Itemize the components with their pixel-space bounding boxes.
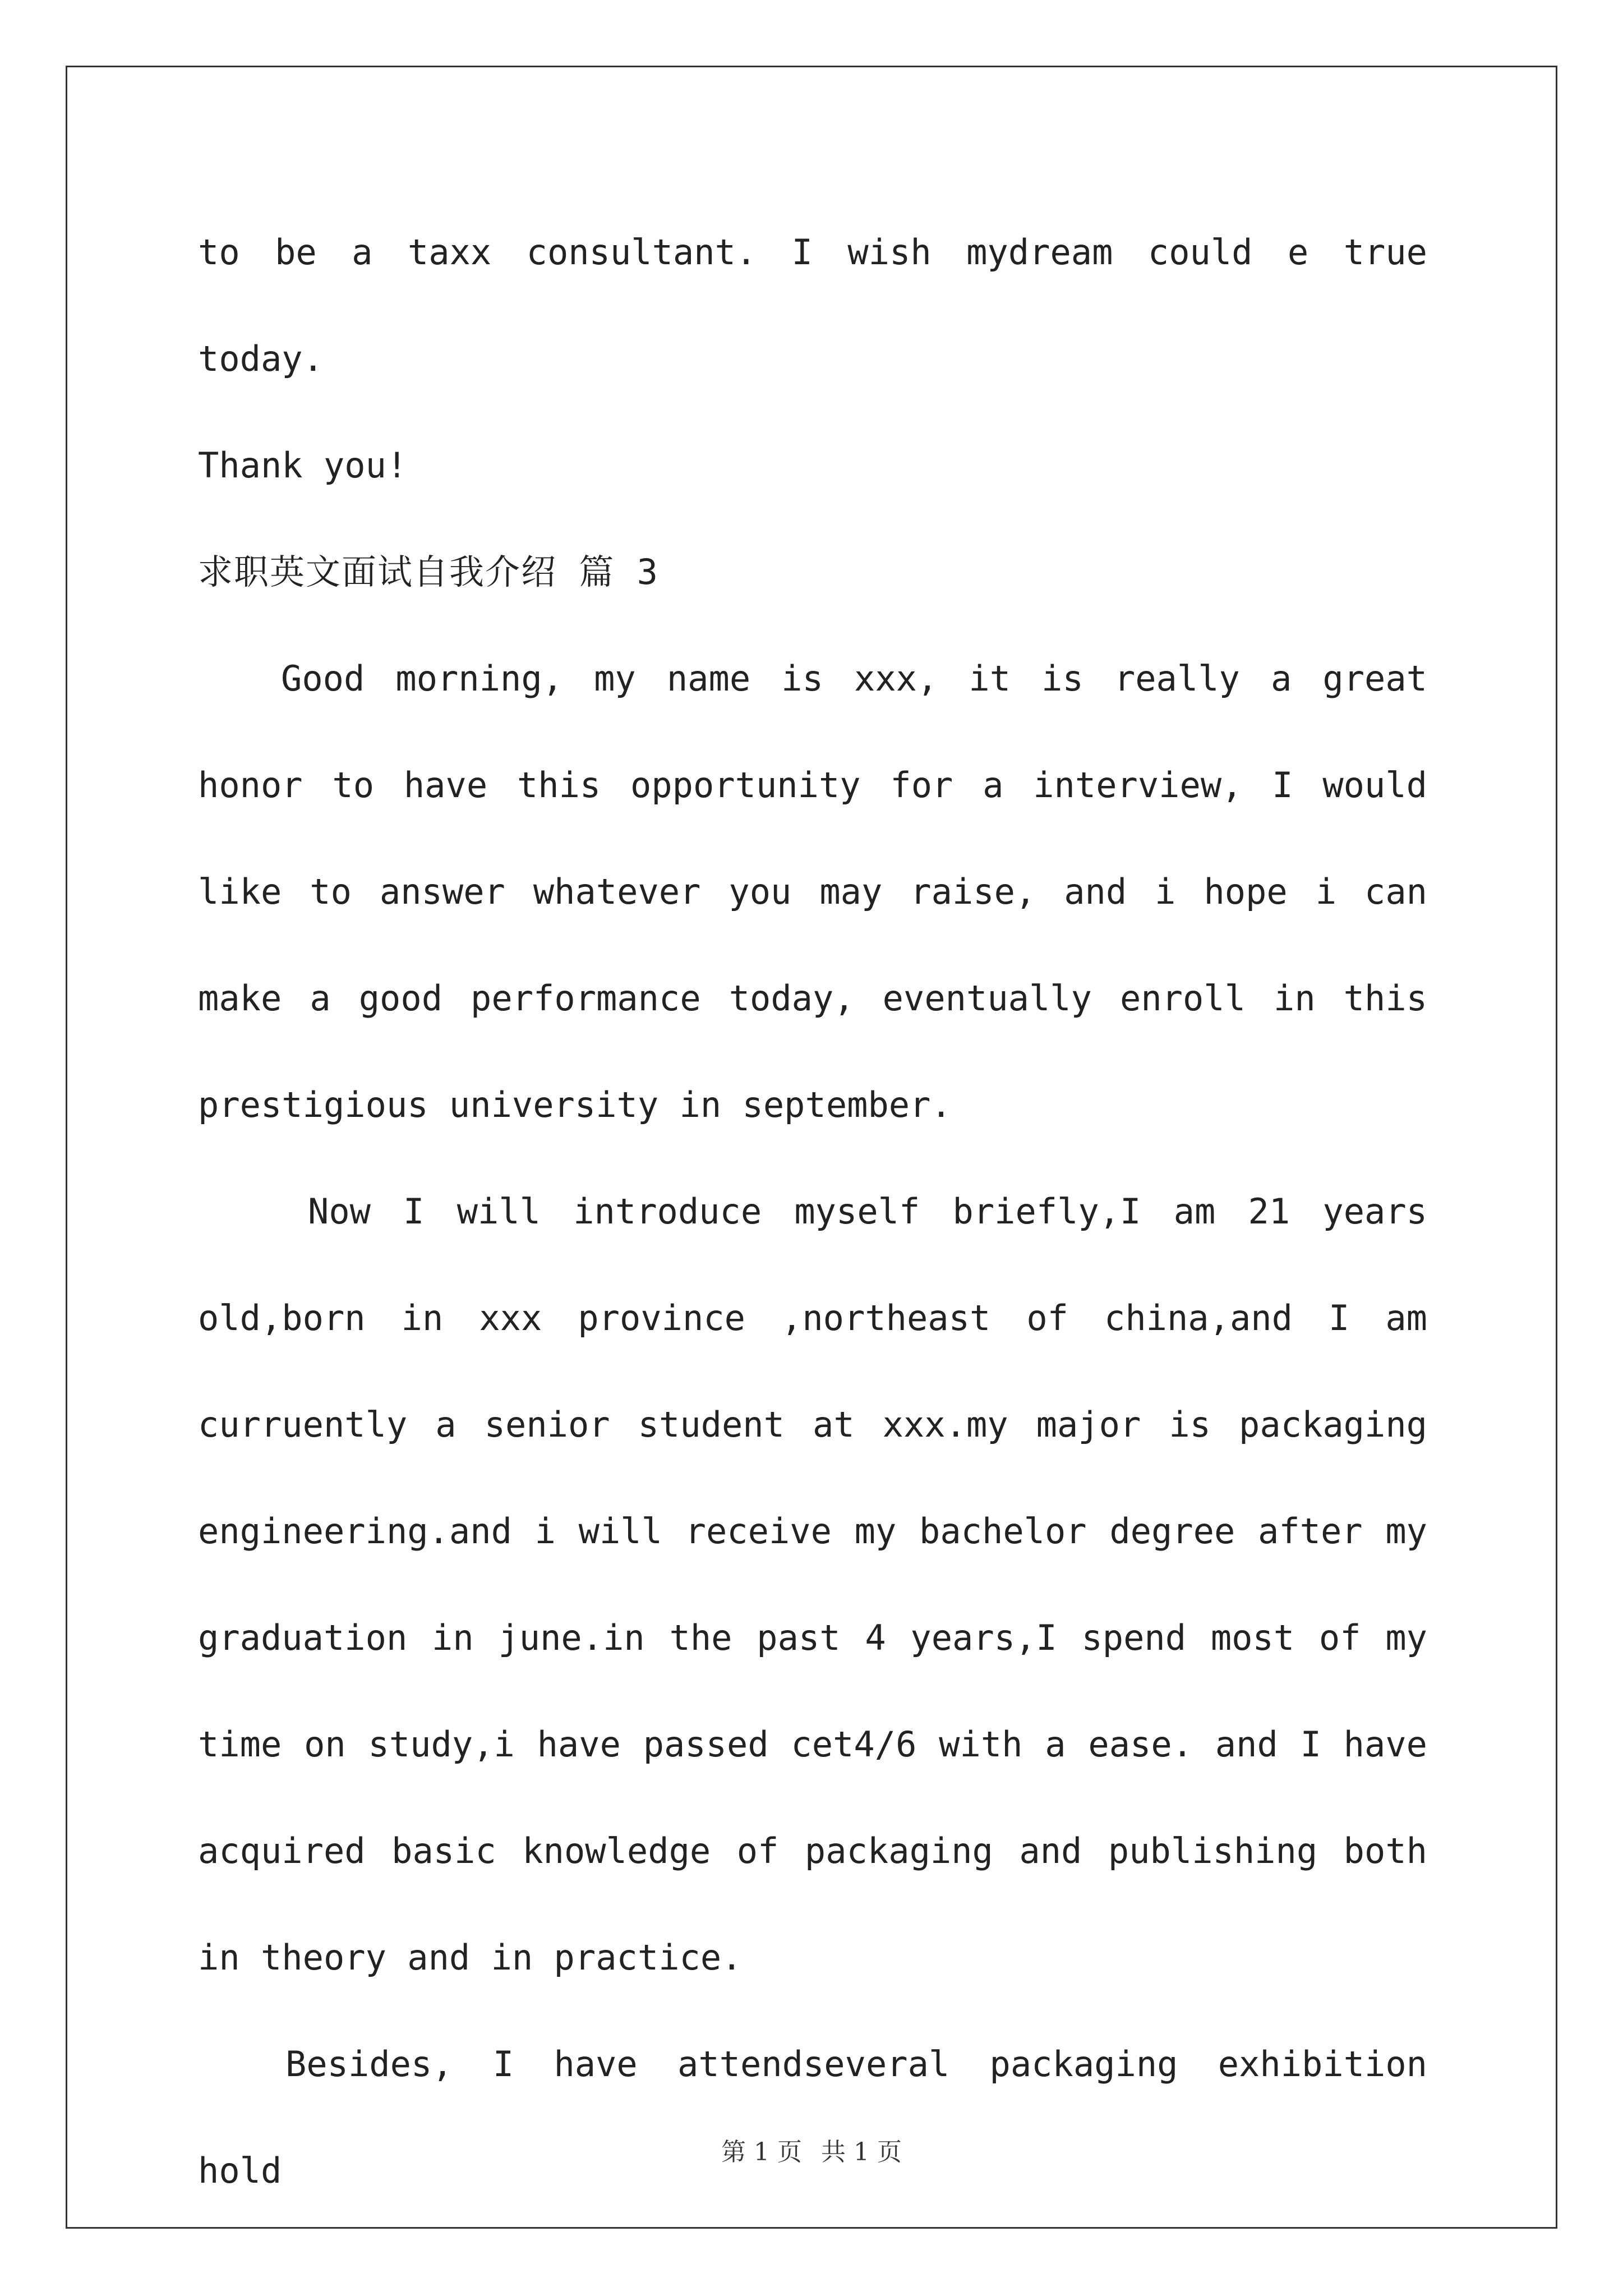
- text-line: Thank you!: [198, 445, 408, 486]
- paragraph: Good morning, my name is xxx, it is really a great honor to have this opportunity for a interview, I would like to answer whatever you may raise, and i hope i can make a good performance today, eventually enroll in this prestigious university in september.: [198, 658, 1427, 1125]
- page-footer: [0, 2132, 1623, 2168]
- document-body: [198, 199, 1427, 2224]
- text-line: to be a taxx consultant. I wish mydream could e true today.: [198, 232, 1427, 379]
- page-number: 第 1 页: [721, 2138, 802, 2166]
- section-heading: 求职英文面试自我介绍 篇 3: [198, 551, 659, 592]
- paragraph: Besides, I have attendseveral packaging exhibition hold: [198, 2044, 1427, 2191]
- page-total: 共 1 页: [821, 2138, 902, 2166]
- paragraph: Now I will introduce myself briefly,I am 21 years old,born in xxx province ,northeast of china,and I am curruently a senior student at xxx.my major is packaging engineering.and i will receive my bachelor degree after my graduation in june.in the past 4 years,I spend most of my time on study,i have passed cet4/6 with a ease. and I have acquired basic knowledge of packaging and publishing both in theory and in practice.: [198, 1191, 1427, 1978]
